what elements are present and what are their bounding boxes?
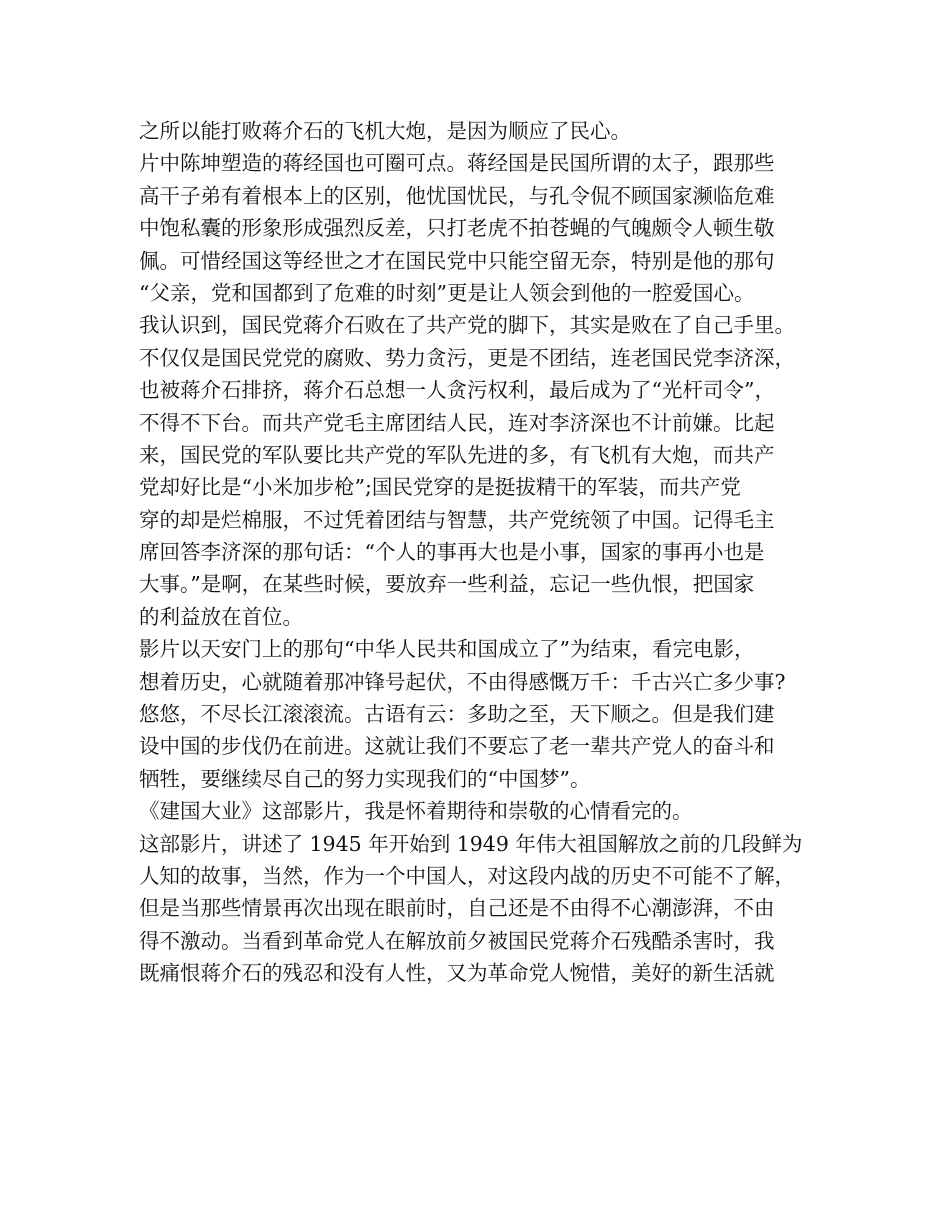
text-line: 这部影片，讲述了 1945 年开始到 1949 年伟大祖国解放之前的几段鲜为	[139, 831, 803, 856]
text-line: 牺牲，要继续尽自己的努力实现我们的“中国梦”。	[139, 766, 591, 791]
text-line: 影片以天安门上的那句“中华人民共和国成立了”为结束，看完电影，	[139, 637, 755, 662]
text-line: 的利益放在首位。	[139, 604, 303, 629]
text-line: 中饱私囊的形象形成强烈反差，只打老虎不拍苍蝇的气魄颇令人顿生敬	[139, 216, 775, 241]
text-line: 想着历史，心就随着那冲锋号起伏，不由得感慨万千：千古兴亡多少事?	[139, 669, 786, 694]
text-line: 不仅仅是国民党党的腐败、势力贪污，更是不团结，连老国民党李济深，	[139, 345, 795, 370]
text-line: 我认识到，国民党蒋介石败在了共产党的脚下，其实是败在了自己手里。	[139, 313, 795, 338]
text-line: 党却好比是“小米加步枪”;国民党穿的是挺拔精干的军装，而共产党	[139, 475, 741, 500]
text-line: 设中国的步伐仍在前进。这就让我们不要忘了老一辈共产党人的奋斗和	[139, 734, 775, 759]
text-line: 穿的却是烂棉服，不过凭着团结与智慧，共产党统领了中国。记得毛主	[139, 507, 775, 532]
text-line: 不得不下台。而共产党毛主席团结人民，连对李济深也不计前嫌。比起	[139, 410, 775, 435]
text-line: 但是当那些情景再次出现在眼前时，自己还是不由得不心潮澎湃，不由	[139, 896, 775, 921]
body-text	[139, 115, 829, 990]
text-line: 之所以能打败蒋介石的飞机大炮，是因为顺应了民心。	[139, 119, 631, 143]
text-line: 高干子弟有着根本上的区别，他忧国忧民，与孔令侃不顾国家濒临危难	[139, 183, 775, 208]
text-line: “父亲，党和国都到了危难的时刻”更是让人领会到他的一腔爱国心。	[139, 280, 755, 305]
text-line: 片中陈坤塑造的蒋经国也可圈可点。蒋经国是民国所谓的太子，跟那些	[139, 151, 775, 176]
text-line: 也被蒋介石排挤，蒋介石总想一人贪污权利，最后成为了“光杆司令”，	[139, 378, 775, 403]
text-line: 人知的故事，当然，作为一个中国人，对这段内战的历史不可能不了解，	[139, 863, 795, 888]
text-line: 席回答李济深的那句话：“个人的事再大也是小事，国家的事再小也是	[139, 540, 765, 565]
text-line: 悠悠，不尽长江滚滚流。古语有云：多助之至，天下顺之。但是我们建	[139, 702, 775, 727]
text-line: 大事。”是啊，在某些时候，要放弃一些利益，忘记一些仇恨，把国家	[139, 572, 755, 597]
text-line: 《建国大业》这部影片，我是怀着期待和崇敬的心情看完的。	[139, 799, 693, 824]
text-line: 佩。可惜经国这等经世之才在国民党中只能空留无奈，特别是他的那句	[139, 248, 775, 273]
text-line: 得不激动。当看到革命党人在解放前夕被国民党蒋介石残酷杀害时，我	[139, 928, 775, 953]
text-line: 既痛恨蒋介石的残忍和没有人性，又为革命党人惋惜，美好的新生活就	[139, 961, 775, 986]
text-line: 来，国民党的军队要比共产党的军队先进的多，有飞机有大炮，而共产	[139, 442, 775, 467]
